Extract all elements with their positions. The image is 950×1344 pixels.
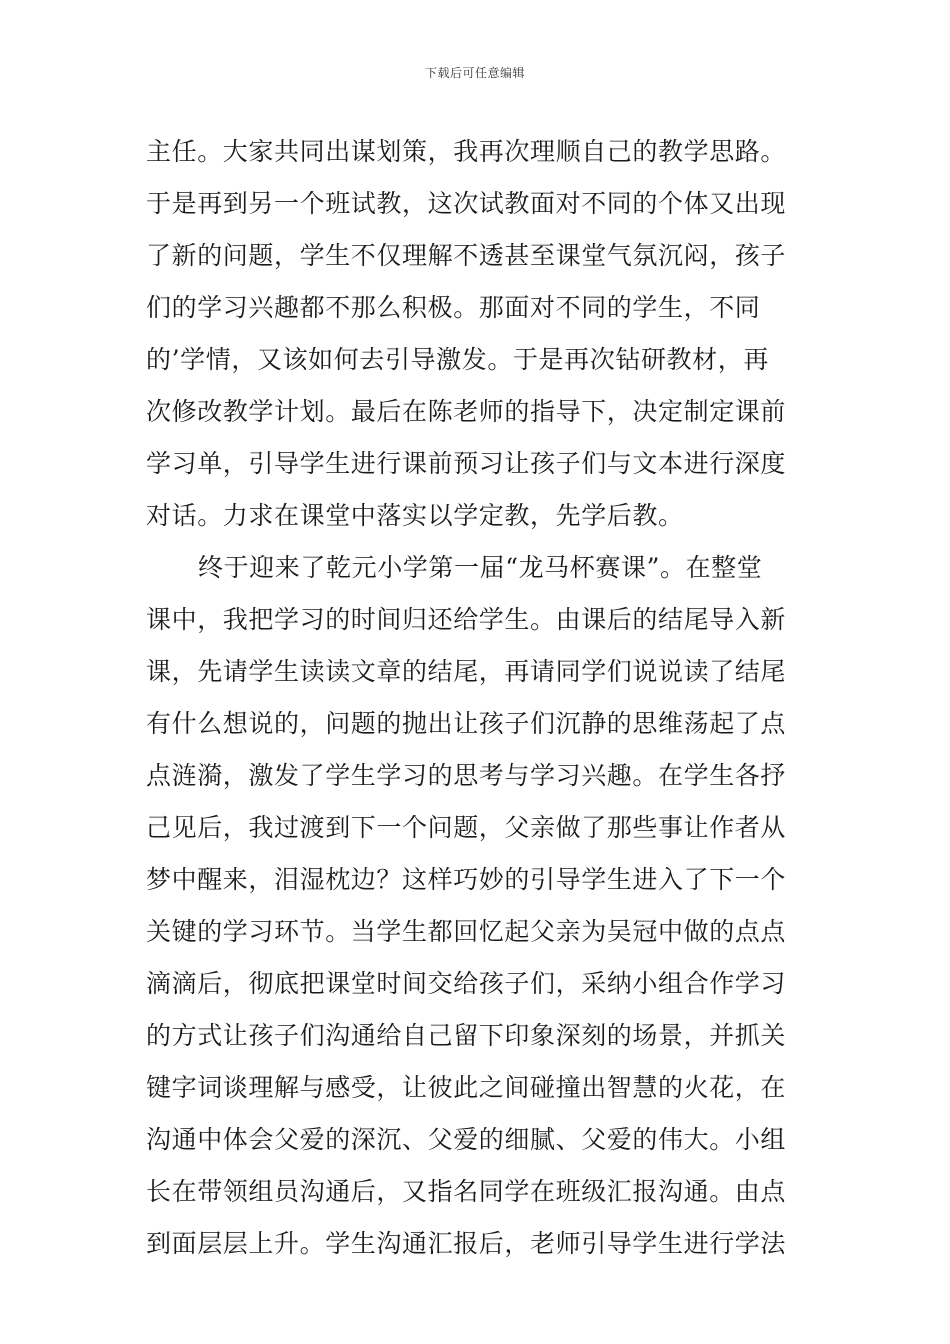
text-line: 己见后，我过渡到下一个问题，父亲做了那些事让作者从 <box>146 813 787 842</box>
text-line: 关键的学习环节。当学生都回忆起父亲为吴冠中做的点点 <box>146 917 787 946</box>
text-line: 们的学习兴趣都不那么积极。那面对不同的学生，不同 <box>146 293 761 322</box>
document-body <box>146 126 806 1270</box>
text-line: 到面层层上升。学生沟通汇报后，老师引导学生进行学法 <box>146 1229 787 1258</box>
text-line: 课，先请学生读读文章的结尾，再请同学们说说读了结尾 <box>146 657 787 686</box>
paragraph-start-line: 终于迎来了乾元小学第一届“龙马杯赛课”。在整堂 <box>198 553 763 582</box>
text-line: 梦中醒来，泪湿枕边？这样巧妙的引导学生进入了下一个 <box>146 865 787 894</box>
text-line: 学习单，引导学生进行课前预习让孩子们与文本进行深度 <box>146 449 787 478</box>
text-line: 了新的问题，学生不仅理解不透甚至课堂气氛沉闷，孩子 <box>146 241 787 270</box>
text-line: 的方式让孩子们沟通给自己留下印象深刻的场景，并抓关 <box>146 1021 787 1050</box>
text-line: 长在带领组员沟通后，又指名同学在班级汇报沟通。由点 <box>146 1177 787 1206</box>
text-line: 滴滴后，彻底把课堂时间交给孩子们，采纳小组合作学习 <box>146 969 787 998</box>
text-line: 沟通中体会父爱的深沉、父爱的细腻、父爱的伟大。小组 <box>146 1125 787 1154</box>
text-line: 键字词谈理解与感受，让彼此之间碰撞出智慧的火花，在 <box>146 1073 787 1102</box>
text-line: 有什么想说的，问题的抛出让孩子们沉静的思维荡起了点 <box>146 709 787 738</box>
text-line: 课中，我把学习的时间归还给学生。由课后的结尾导入新 <box>146 605 787 634</box>
text-line: 点涟漪，激发了学生学习的思考与学习兴趣。在学生各抒 <box>146 761 787 790</box>
page-header: 下载后可任意编辑 <box>424 66 525 80</box>
text-line: 主任。大家共同出谋划策，我再次理顺自己的教学思路。 <box>146 137 787 166</box>
text-line: 的’学情，又该如何去引导激发。于是再次钻研教材，再 <box>146 345 769 374</box>
text-line: 次修改教学计划。最后在陈老师的指导下，决定制定课前 <box>146 397 787 426</box>
text-line: 对话。力求在课堂中落实以学定教，先学后教。 <box>146 501 684 530</box>
text-line: 于是再到另一个班试教，这次试教面对不同的个体又出现 <box>146 189 787 218</box>
